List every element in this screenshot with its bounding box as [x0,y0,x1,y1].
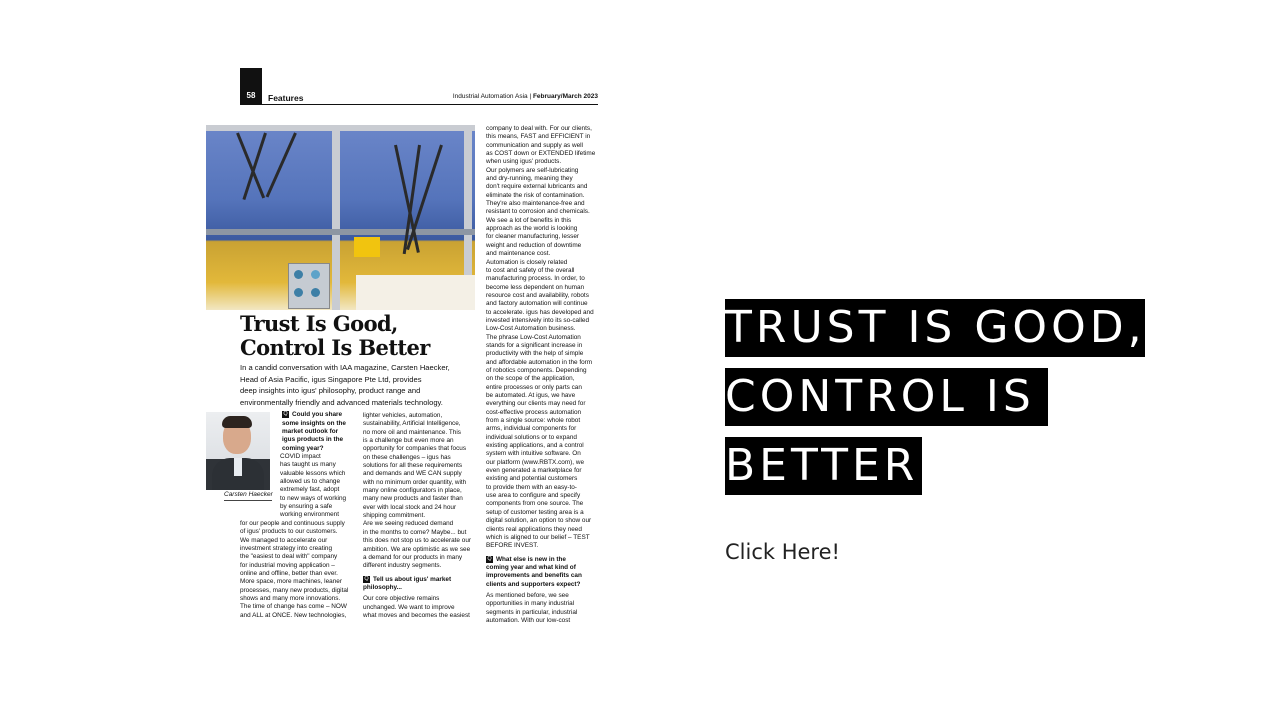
text-line: We managed to accelerate our [240,536,328,544]
text-line: and factory automation will continue [486,300,588,308]
text-line: existing and potential customers [486,475,578,483]
text-line: system with intuitive software. On [486,450,581,458]
text-line: has taught us many [280,461,336,469]
question-line: Could you share [292,411,343,419]
column-1-text [240,520,354,620]
text-line: many online configurators in place, [363,487,462,495]
text-line: shipping commitment. [363,512,426,520]
text-line: and demands and WE CAN supply [363,470,462,478]
masthead [453,93,598,100]
question-line: some insights on the [282,419,346,427]
publication-name: Industrial Automation Asia [452,93,528,100]
text-line: to accelerate. igus has developed and [486,308,594,316]
text-line: existing applications, and a control [486,442,584,450]
text-line: processes, many new products, digital [240,586,349,594]
text-line: by ensuring a safe [280,503,333,511]
text-line: automation. With our low-cost [486,617,571,625]
text-line: segments in particular, industrial [486,608,578,616]
text-line: allowed us to change [280,478,341,486]
text-line: when using igus' products. [486,158,562,166]
text-line: as COST down or EXTENDED lifetime [486,150,596,158]
intro-line: environmentally friendly and advanced materials technology. [240,398,443,408]
text-line: eliminate the risk of contamination. [486,191,585,199]
intro-line: Head of Asia Pacific, igus Singapore Pte Ltd, provides [240,374,422,384]
question-marker-icon: Q [364,575,369,582]
text-line: to cost and safety of the overall [486,266,575,274]
title-line-1: TRUST IS GOOD, [725,299,1145,357]
text-line: setup of customer testing area is a [486,508,584,516]
question-marker-icon: Q [487,555,492,562]
text-line: to new ways of working [280,494,347,502]
text-line: We see a lot of benefits in this [486,216,572,224]
text-line: online and offline, better than ever. [240,570,338,578]
text-line: the "easiest to deal with" company [240,553,338,561]
text-line: shows and many more innovations. [240,595,341,603]
question-marker-icon: Q [283,411,288,417]
text-line: use area to configure and specify [486,492,581,500]
text-line: ambition. We are optimistic as we see [363,545,471,553]
text-line: extremely fast, adopt [280,486,340,494]
text-line: in the months to come? Maybe... but [363,528,467,536]
header-rule [240,104,598,105]
text-line: on the scope of the application, [486,375,575,383]
text-line: The time of change has come – NOW [240,603,347,611]
text-line: cost-effective process automation [486,408,582,416]
page-number: 58 [246,91,256,100]
text-line: for cleaner manufacturing, lesser [486,233,580,241]
text-line: company to deal with. For our clients, [486,125,592,132]
magazine-page [206,66,600,626]
text-line: and ALL at ONCE. New technologies, [240,611,347,619]
text-line: components from one source. The [486,500,584,508]
text-line: opportunity for companies that focus [363,445,467,453]
text-line: digital solution, an option to show our [486,517,592,525]
article-intro [240,362,470,409]
text-line: The phrase Low-Cost Automation [486,333,581,341]
intro-line: In a candid conversation with IAA magazine, Carsten Haecker, [240,363,450,372]
text-line: different industry segments. [363,562,442,570]
column-2-text [363,412,476,620]
text-line: lighter vehicles, automation, [363,412,443,419]
text-line: resistant to corrosion and chemicals. [486,208,590,216]
text-line: valuable lessons which [280,469,346,477]
text-line: this does not stop us to accelerate our [363,537,471,545]
question-line: igus products in the [282,436,344,444]
text-line: Our polymers are self-lubricating [486,166,579,174]
text-line: Automation is closely related [486,258,568,266]
masthead-divider: | [529,93,533,100]
question-line: coming year? [282,444,324,452]
text-line: ever with local stock and 24 hour [363,503,457,511]
text-line: COVID impact [280,453,321,460]
text-line: entire processes or only parts can [486,383,582,391]
click-here-link[interactable]: Click Here! [725,540,840,564]
headline-line: Control Is Better [240,335,430,360]
text-line: for our people and continuous supply [240,520,345,527]
portrait-caption: Carsten Haecker [224,491,273,498]
question-line: philosophy... [363,584,402,592]
text-line: stands for a significant increase in [486,341,583,349]
text-line: BEFORE INVEST. [486,542,539,550]
text-line: and affordable automation in the form [486,358,593,366]
text-line: Are we seeing reduced demand [363,520,454,528]
text-line: As mentioned before, we see [486,592,569,600]
text-line: and dry-running, meaning they [486,175,573,183]
article-headline [240,312,430,360]
text-line: everything our clients may need for [486,400,586,408]
text-line: opportunities in many industrial [486,600,575,608]
column-1-question [282,411,354,453]
question-line: coming year and what kind of [486,564,576,572]
text-line: no more oil and maintenance. This [363,428,461,436]
text-line: this means, FAST and EFFICIENT in [486,133,591,141]
author-portrait [206,412,270,490]
text-line: what moves and becomes the easiest [363,612,470,620]
text-line: of robotics components. Depending [486,366,587,374]
text-line: More space, more machines, leaner [240,578,342,586]
column-1-narrow-text [280,453,354,520]
text-line: be automated. At igus, we have [486,392,576,399]
text-line: our platform (www.RBTX.com), we [486,458,585,466]
text-line: investment strategy into creating [240,545,332,553]
text-line: become less dependent on human [486,283,585,291]
text-line: working environment [280,511,339,519]
issue-date: February/March 2023 [532,93,598,100]
question-line: improvements and benefits can [486,572,582,580]
text-line: of igus' products to our customers. [240,528,338,536]
text-line: and maintenance cost. [486,250,551,258]
question-line: market outlook for [282,427,339,435]
text-line: don't require external lubricants and [486,183,588,191]
text-line: which is aligned to our belief – TEST [486,533,590,541]
text-line: for industrial moving application – [240,561,335,569]
text-line: unchanged. We want to improve [363,603,455,611]
column-3-text [486,125,600,625]
text-line: clients real applications they need [486,525,582,533]
caption-rule [224,500,272,501]
text-line: with no minimum order quantity, with [363,478,467,486]
text-line: communication and supply as well [486,141,583,149]
text-line: on these challenges – igus has [363,453,451,461]
text-line: Our core objective remains [363,595,440,603]
robot-photo [206,125,475,310]
title-line-3: BETTER [725,437,922,495]
text-line: a demand for our products in many [363,553,463,561]
text-line: invested intensively into its so-called [486,316,590,324]
question-line: What else is new in the [496,555,566,563]
headline-line: Trust Is Good, [240,311,398,336]
text-line: weight and reduction of downtime [486,241,582,249]
text-line: solutions for all these requirements [363,462,463,470]
text-line: approach as the world is looking [486,225,578,233]
text-line: Low-Cost Automation business. [486,325,576,333]
text-line: sustainability, Artificial Intelligence, [363,420,461,428]
text-line: even generated a marketplace for [486,467,582,475]
question-line: clients and supporters expect? [486,580,581,588]
text-line: resource cost and availability, robots [486,291,589,299]
text-line: many new products and faster than [363,495,463,503]
text-line: arms, individual components for [486,425,577,433]
text-line: from a single source: whole robot [486,417,581,425]
intro-line: deep insights into igus' philosophy, product range and [240,386,421,396]
text-line: is a challenge but even more an [363,437,454,445]
text-line: productivity with the help of simple [486,350,584,358]
text-line: manufacturing process. In order, to [486,275,585,283]
text-line: They're also maintenance-free and [486,200,585,208]
section-label: Features [268,93,304,103]
text-line: individual solutions or to expand [486,433,577,441]
question-line: Tell us about igus' market [373,575,452,583]
text-line: to provide them with an easy-to- [486,483,577,491]
title-line-2: CONTROL IS [725,368,1048,426]
